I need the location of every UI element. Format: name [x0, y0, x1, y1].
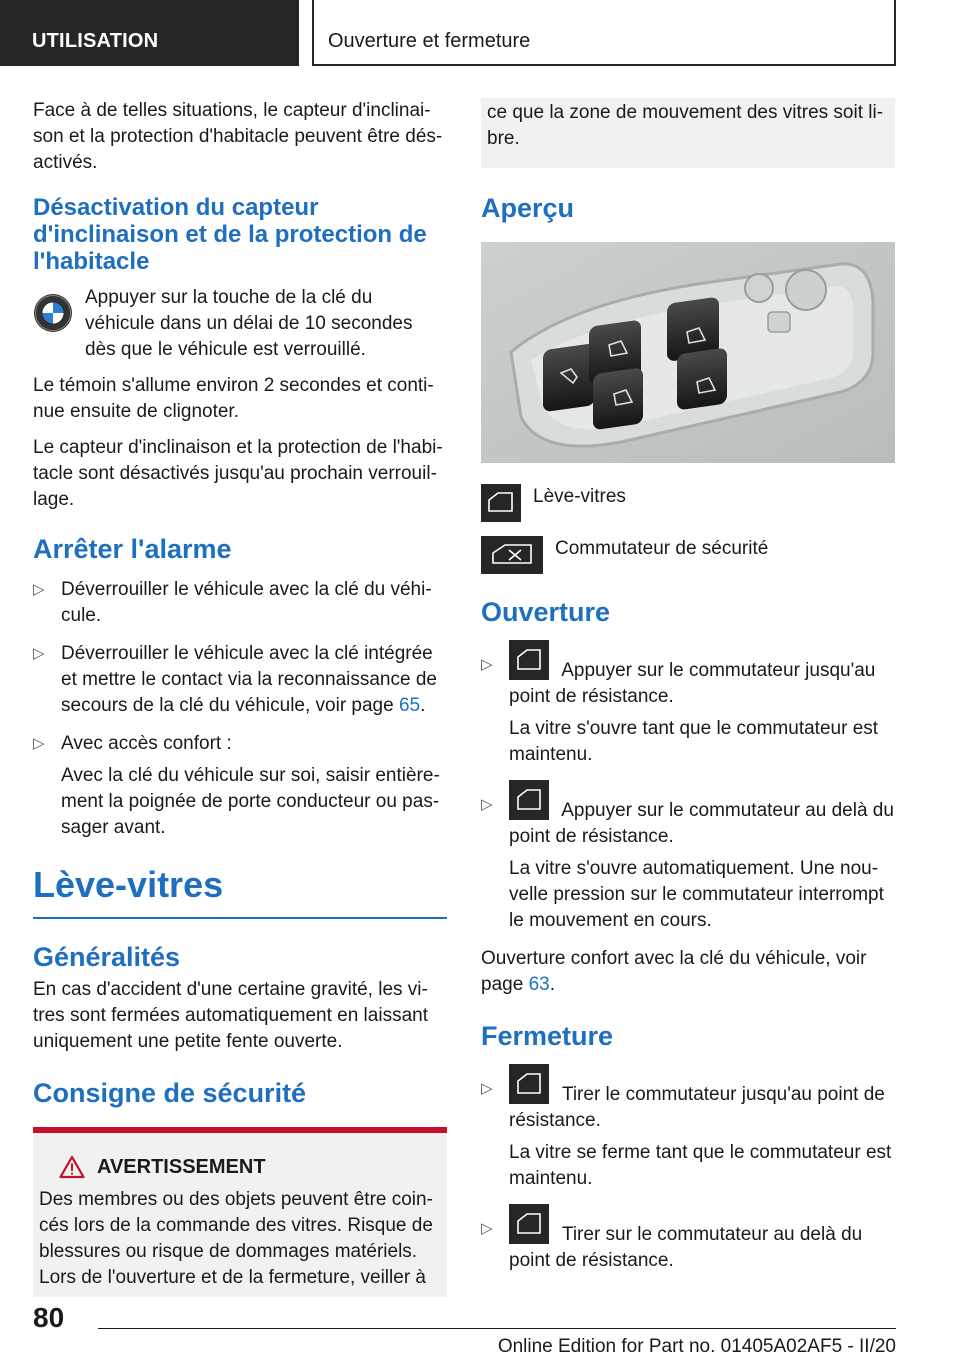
heading-divider — [33, 917, 447, 919]
list-item: ▷ Déverrouiller le véhicule avec la clé intégrée et mettre le contact via la reconnaissance de secours de la clé du véhicule, voir page 65. — [33, 643, 437, 716]
opening-list — [481, 640, 895, 934]
closing-list — [481, 1064, 895, 1274]
deactivation-instruction — [33, 285, 447, 363]
window-lifter-heading: Lève-vitres — [33, 864, 224, 905]
list-item-detail: La vitre s'ouvre automatiquement. Une nou-velle pression sur le commutateur interrompt le mouvement en cours. — [509, 858, 884, 931]
window-lifter-icon — [509, 1204, 549, 1244]
window-lifter-icon — [509, 640, 549, 680]
window-lifter-icon — [481, 484, 521, 522]
legend-label: Lève-vitres — [533, 486, 626, 507]
bullet-triangle-icon: ▷ — [33, 645, 45, 662]
chapter-title: Ouverture et fermeture — [312, 0, 896, 66]
warning-text: Des membres ou des objets peuvent être coin-cés lors de la commande des vitres. Risque de blessures ou risque de dommages matériels. Lors de l'ouverture et de la fermeture, veiller à — [39, 1189, 433, 1288]
bullet-triangle-icon: ▷ — [481, 1080, 493, 1097]
safety-heading: Consigne de sécurité — [33, 1078, 307, 1108]
bullet-triangle-icon: ▷ — [481, 796, 493, 813]
list-item-detail: La vitre se ferme tant que le commutateur est maintenu. — [509, 1142, 892, 1189]
section-tab: UTILISATION — [0, 0, 299, 66]
list-item: ▷ Tirer sur le commutateur au delà du point de résistance. — [481, 1204, 895, 1274]
left-column — [33, 98, 447, 1297]
bullet-triangle-icon: ▷ — [33, 581, 45, 598]
list-item-detail: Avec la clé du véhicule sur soi, saisir entière-ment la poignée de porte conducteur ou pas-sager avant. — [61, 765, 440, 838]
comfort-opening-paragraph: Ouverture confort avec la clé du véhicule, voir page 63. — [481, 948, 867, 995]
warning-box — [33, 1127, 447, 1297]
list-item: ▷ Appuyer sur le commutateur au delà du point de résistance. La vitre s'ouvre automatiquement. Une nou-velle pression sur le commutateur interrompt le mouvement en cours. — [481, 780, 895, 934]
bmw-logo-icon — [33, 293, 73, 333]
legend-safety-switch — [481, 536, 895, 574]
warning-continuation: ce que la zone de mouvement des vitres soit li-bre. — [481, 98, 895, 168]
bullet-triangle-icon: ▷ — [481, 656, 493, 673]
alarm-list — [33, 577, 447, 841]
alarm-heading: Arrêter l'alarme — [33, 534, 232, 564]
edition-footer: Online Edition for Part no. 01405A02AF5 - II/20 — [497, 1336, 896, 1357]
bullet-triangle-icon: ▷ — [481, 1220, 493, 1237]
window-lifter-icon — [509, 1064, 549, 1104]
page-link-65[interactable]: 65 — [398, 695, 421, 716]
closing-heading: Fermeture — [481, 1021, 614, 1051]
right-column — [481, 98, 895, 1286]
opening-heading: Ouverture — [481, 597, 611, 627]
list-item-detail: La vitre s'ouvre tant que le commutateur est maintenu. — [509, 718, 879, 765]
list-item: ▷ Déverrouiller le véhicule avec la clé du véhi-cule. — [33, 579, 432, 626]
safety-switch-icon — [481, 536, 543, 574]
deactivation-text: Appuyer sur la touche de la clé du véhicule dans un délai de 10 secondes dès que le véhicule est verrouillé. — [85, 287, 413, 360]
legend-window-lifter — [481, 484, 895, 522]
intro-paragraph: Face à de telles situations, le capteur d'inclinai-son et la protection d'habitacle peuvent être dés-activés. — [33, 100, 443, 173]
general-heading: Généralités — [33, 942, 181, 972]
list-item: ▷ Avec accès confort : Avec la clé du véhicule sur soi, saisir entière-ment la poignée de porte conducteur ou pas-sager avant. — [33, 731, 447, 841]
legend-label: Commutateur de sécurité — [555, 538, 769, 559]
list-item: ▷ Tirer le commutateur jusqu'au point de résistance. La vitre se ferme tant que le commutateur est maintenu. — [481, 1064, 895, 1192]
warning-title: AVERTISSEMENT — [97, 1155, 266, 1178]
warning-triangle-icon — [59, 1155, 85, 1179]
window-lifter-icon — [509, 780, 549, 820]
deactivation-paragraph-3: Le capteur d'inclinaison et la protection de l'habi-tacle sont désactivés jusqu'au prochain verrouil-lage. — [33, 437, 443, 510]
general-paragraph: En cas d'accident d'une certaine gravité, les vi-tres sont fermées automatiquement en laissant uniquement une petite fente ouverte. — [33, 979, 428, 1052]
overview-heading: Aperçu — [481, 193, 575, 223]
list-item: ▷ Appuyer sur le commutateur jusqu'au point de résistance. La vitre s'ouvre tant que le commutateur est maintenu. — [481, 640, 895, 768]
page-link-63[interactable]: 63 — [528, 974, 550, 995]
warning-title-row — [59, 1155, 439, 1179]
footer-divider — [98, 1328, 896, 1329]
window-switch-panel-photo — [481, 242, 895, 463]
page-number: 80 — [33, 1302, 65, 1333]
bullet-triangle-icon: ▷ — [33, 735, 45, 752]
deactivation-paragraph-2: Le témoin s'allume environ 2 secondes et conti-nue ensuite de clignoter. — [33, 375, 434, 422]
deactivation-heading: Désactivation du capteur d'inclinaison et de la protection de l'habitacle — [33, 194, 427, 275]
